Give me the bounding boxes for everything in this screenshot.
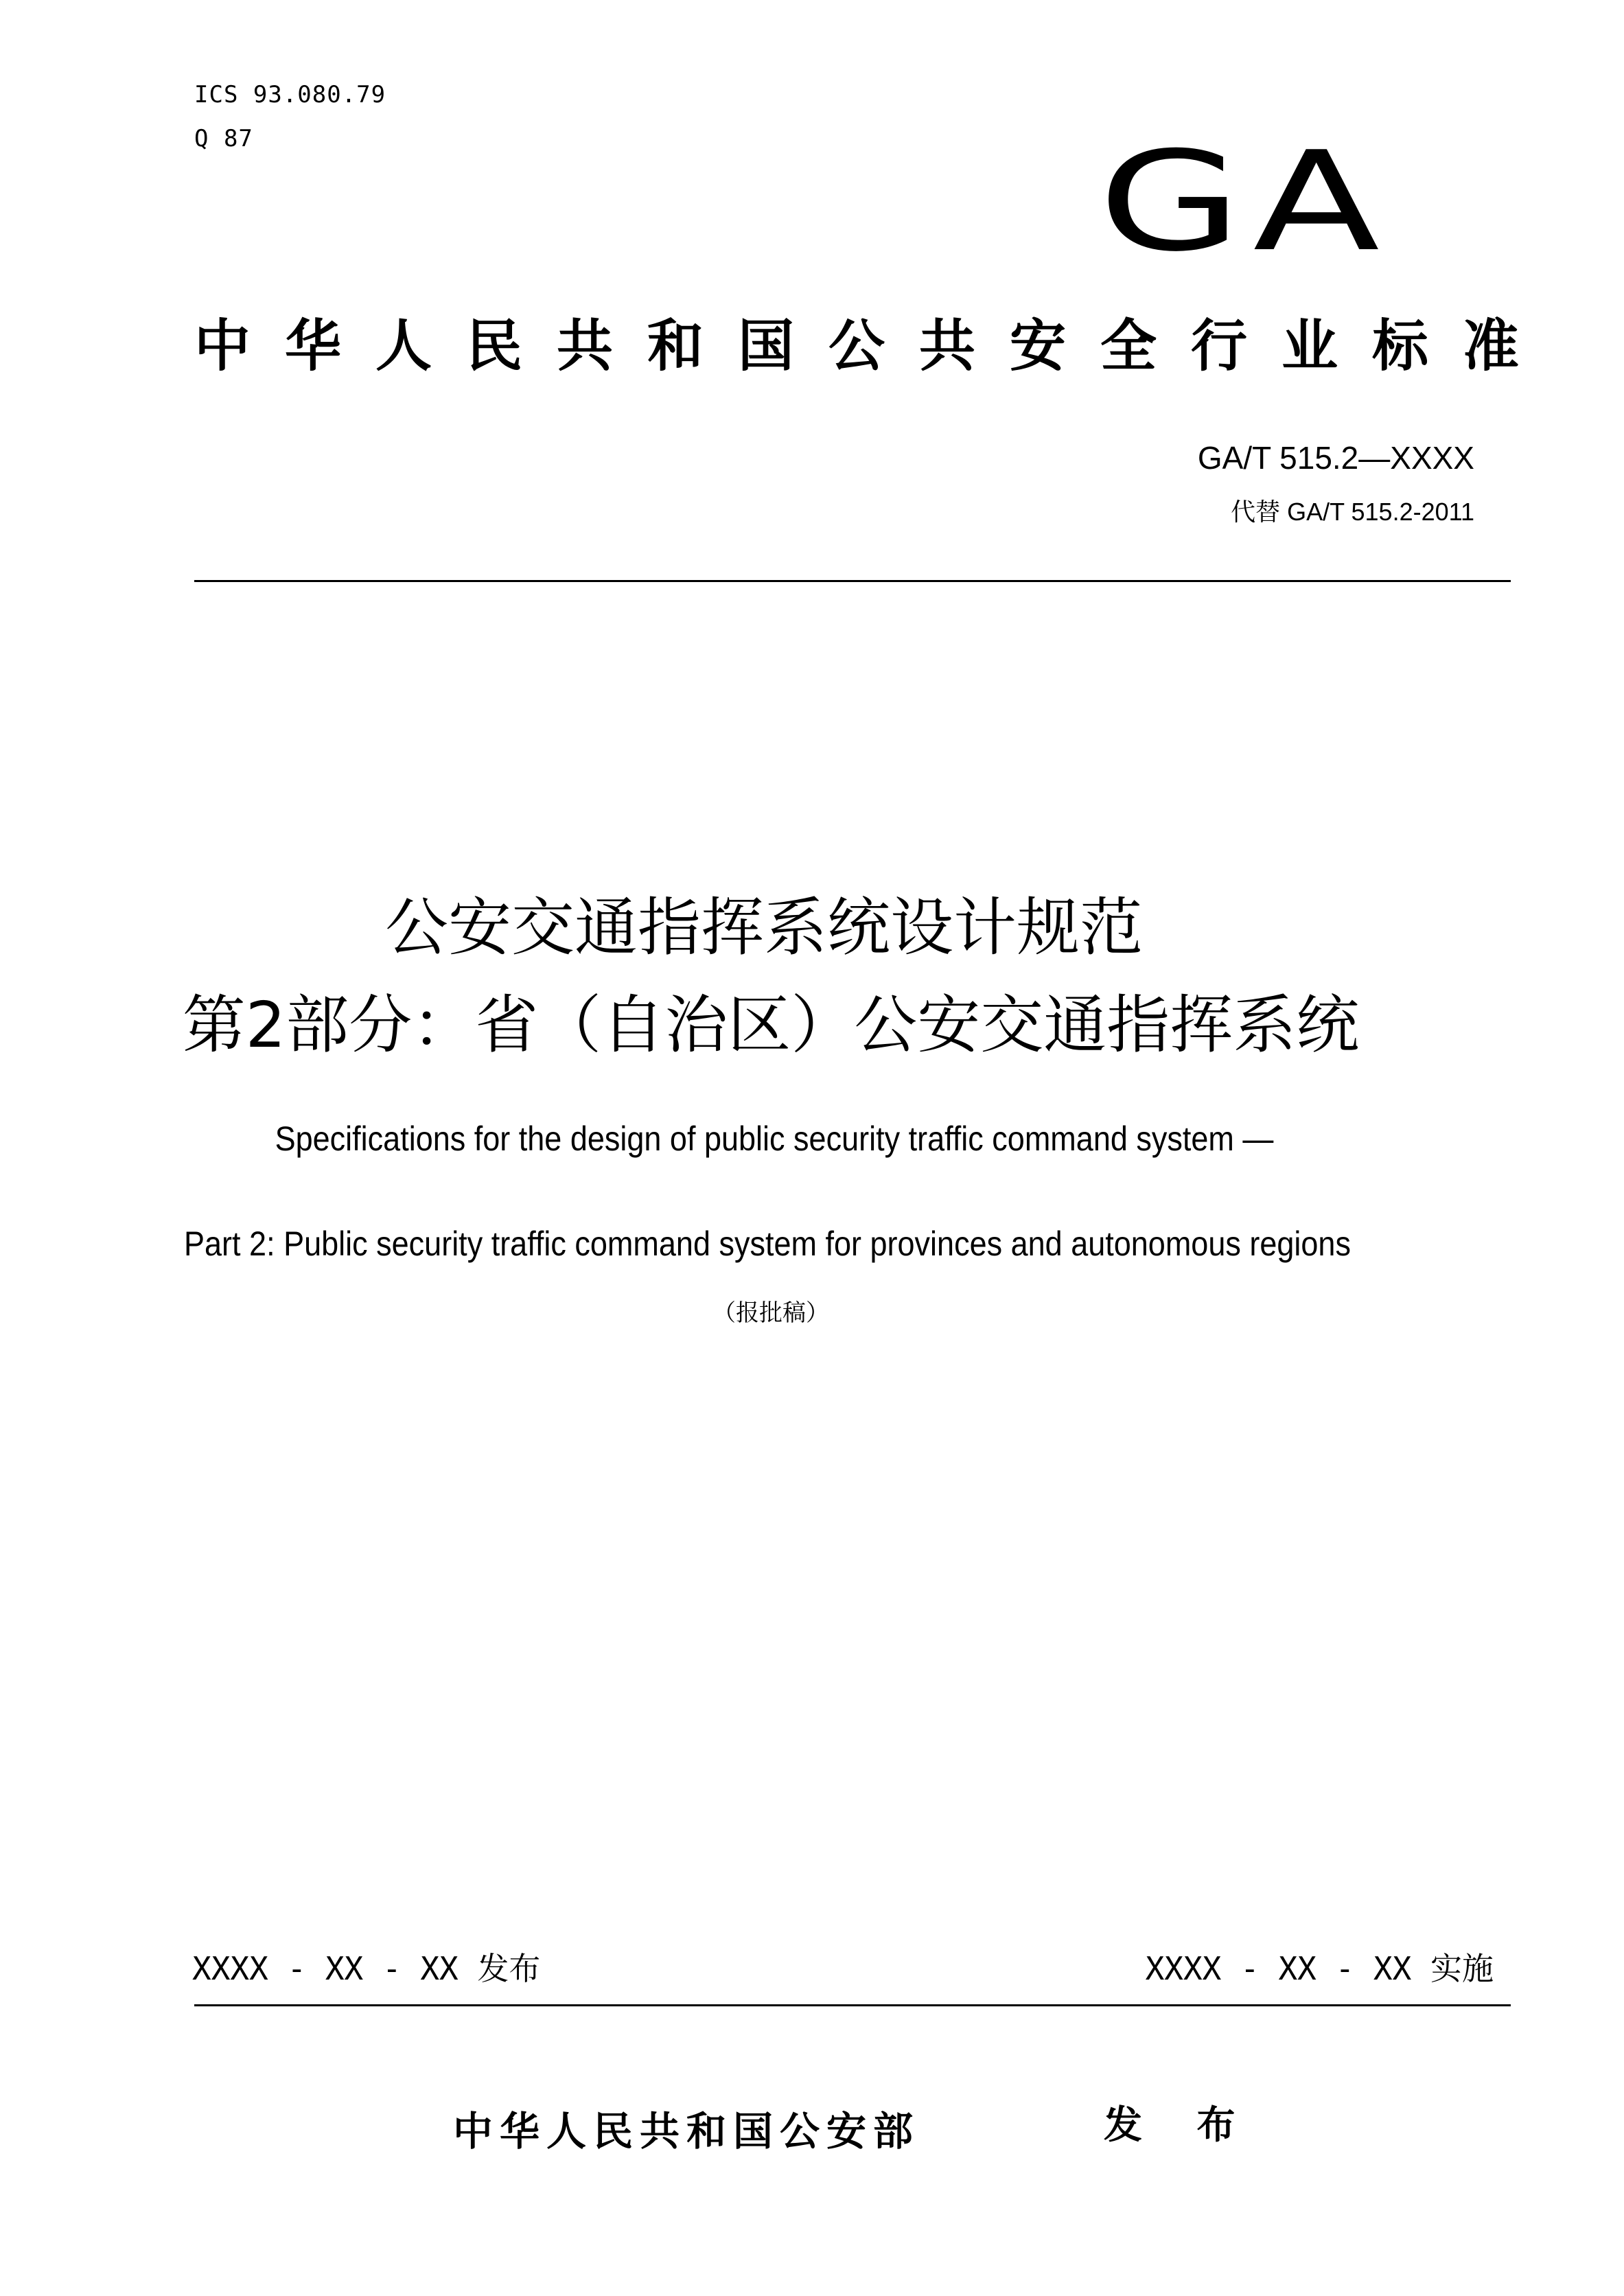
issue-label: 发 布	[1104, 2103, 1256, 2148]
bottom-divider	[194, 2004, 1511, 2006]
english-title-line-2: Part 2: Public security traffic command system for provinces and autonomous regions	[184, 1225, 1351, 1263]
ga-logo: GA	[1098, 122, 1391, 282]
replaces-standard: 代替 GA/T 515.2-2011	[1231, 498, 1474, 526]
top-divider	[194, 580, 1511, 582]
ics-code: ICS 93.080.79	[194, 81, 386, 108]
chinese-title-line-1: 公安交通指挥系统设计规范	[384, 891, 1143, 964]
issuing-authority: 中华人民共和国公安部	[453, 2108, 920, 2155]
publish-date: XXXX - XX - XX 发布	[192, 1950, 541, 1987]
standard-code: GA/T 515.2—XXXX	[1197, 440, 1474, 476]
draft-status-note: （报批稿）	[712, 1299, 829, 1327]
standard-type-heading: 中华人民共和国公共安全行业标准	[194, 314, 1554, 379]
implementation-date: XXXX - XX - XX 实施	[1145, 1950, 1494, 1987]
classification-code: Q 87	[194, 125, 253, 152]
english-title-line-1: Specifications for the design of public security traffic command system —	[275, 1120, 1274, 1158]
chinese-title-line-2: 第2部分：省（自治区）公安交通指挥系统	[182, 988, 1360, 1062]
